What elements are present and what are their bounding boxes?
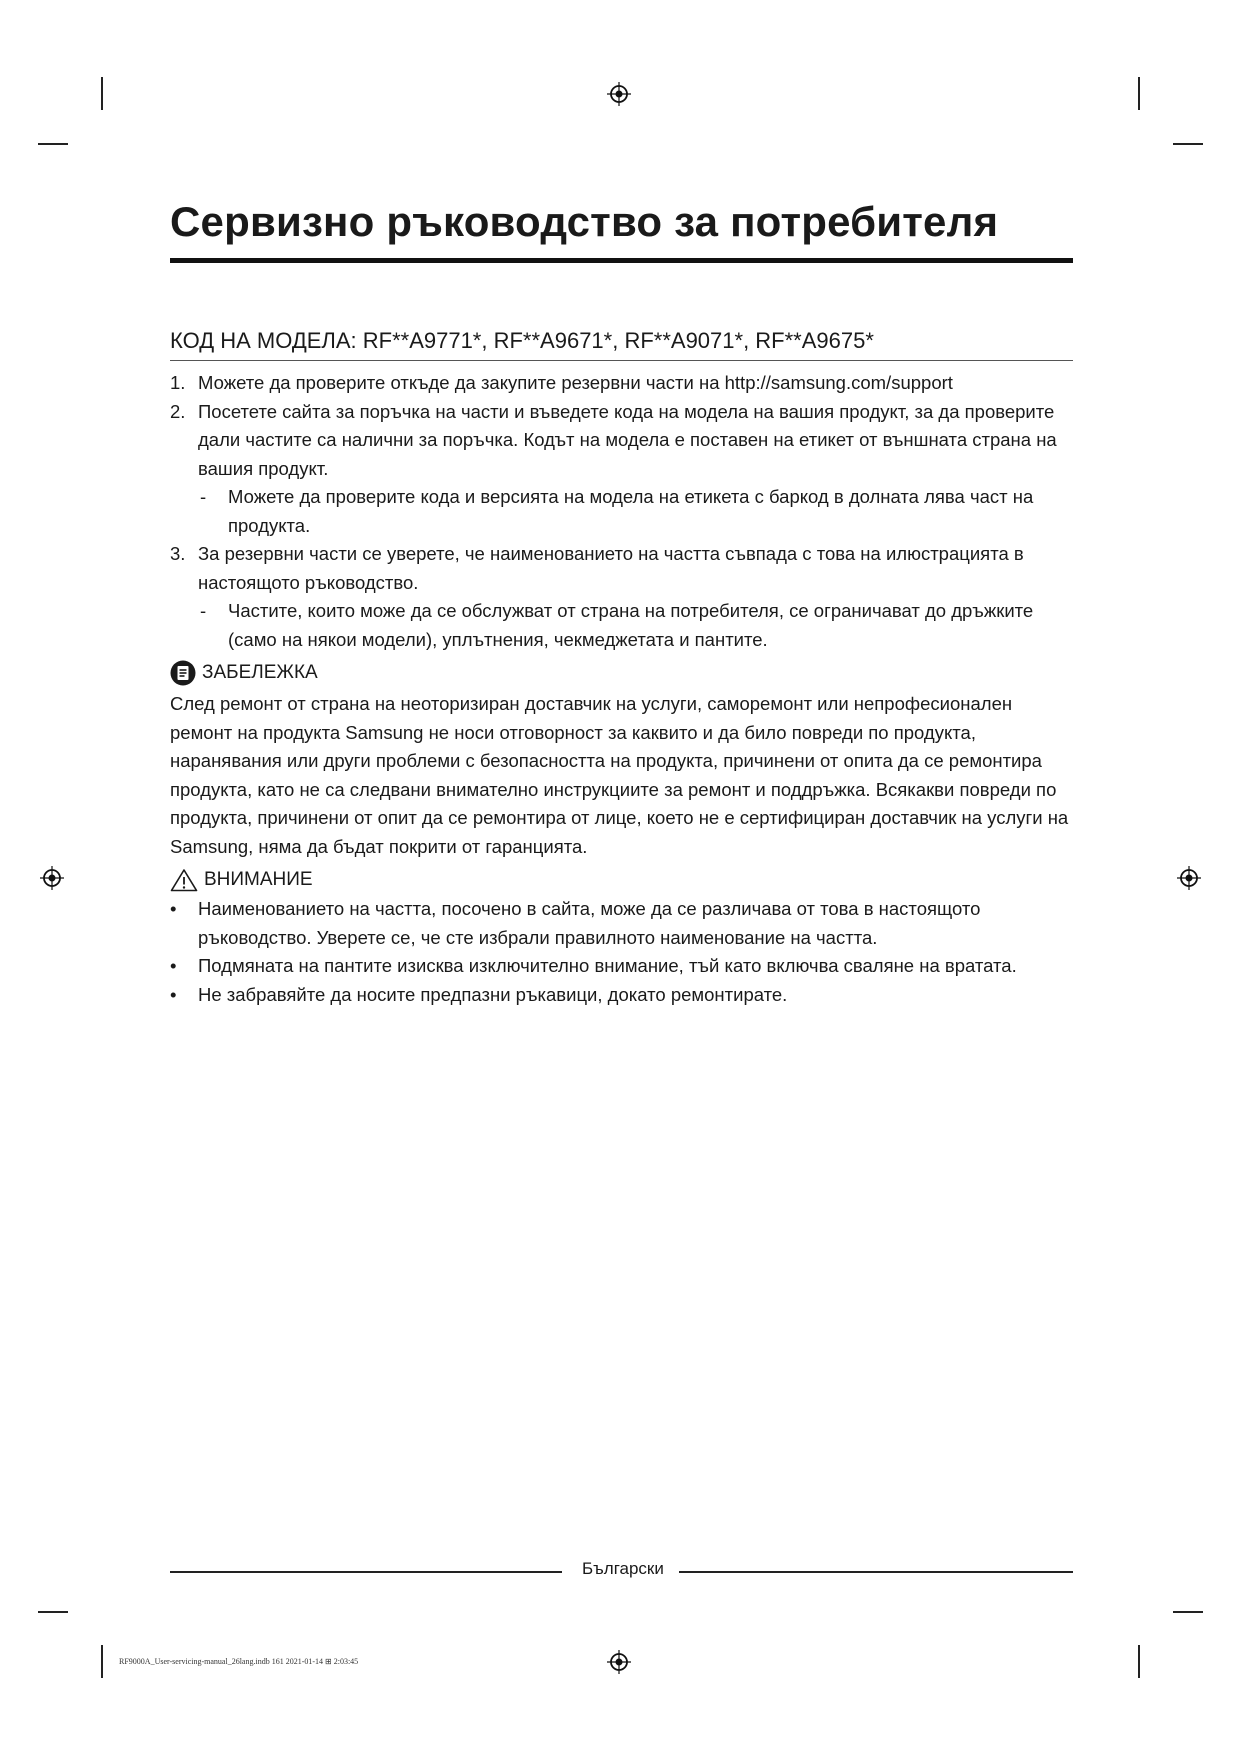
footer-language: Български — [582, 1559, 664, 1578]
registration-mark-left — [40, 866, 64, 890]
print-file-info: RF9000A_User-servicing-manual_26lang.indb 161 2021-01-14 ⊞ 2:03:45 — [119, 1657, 359, 1666]
step-sub-text: Частите, които може да се обслужват от страна на потребителя, се ограничават до дръжките (само на някои модели), уплътнения, чекмеджетата и пантите. — [228, 600, 1034, 650]
crop-mark-top-right-vertical — [1138, 77, 1140, 110]
main-content — [170, 369, 1075, 1009]
footer-rule-left — [170, 1571, 562, 1573]
crop-mark-bottom-left-horizontal — [38, 1611, 68, 1613]
step-sub-item — [170, 597, 1075, 654]
footer-rule-right — [679, 1571, 1073, 1573]
note-header — [170, 658, 1075, 688]
registration-mark-right — [1177, 866, 1201, 890]
note-label: ЗАБЕЛЕЖКА — [202, 661, 318, 683]
caution-item-text: Наименованието на частта, посочено в сайта, може да се различава от това в настоящото ръководство. Уверете се, че сте избрали правилното наименование на частта. — [198, 898, 981, 948]
crop-mark-bottom-left-vertical — [101, 1645, 103, 1678]
step-number: 1. — [170, 372, 186, 393]
bullet-marker: • — [170, 898, 177, 919]
caution-header — [170, 865, 1075, 895]
dash-marker: - — [200, 486, 207, 507]
crop-mark-top-left-horizontal — [38, 143, 68, 145]
bullet-marker: • — [170, 983, 177, 1005]
caution-item — [170, 952, 1075, 981]
caution-item-text: Не забравяйте да носите предпазни ръкавици, докато ремонтирате. — [198, 983, 788, 1005]
title-underline — [170, 258, 1073, 263]
crop-mark-top-right-horizontal — [1173, 143, 1203, 145]
step-item — [170, 369, 1075, 398]
dash-marker: - — [200, 600, 207, 621]
step-number: 3. — [170, 543, 186, 564]
crop-mark-bottom-right-horizontal — [1173, 1611, 1203, 1613]
warning-icon — [170, 868, 198, 892]
registration-mark-top — [607, 82, 631, 106]
step-text: За резервни части се уверете, че наименованието на частта съвпада с това на илюстрацията в настоящото ръководство. — [198, 543, 1024, 593]
crop-mark-bottom-right-vertical — [1138, 1645, 1140, 1678]
crop-mark-top-left-vertical — [101, 77, 103, 110]
note-text: След ремонт от страна на неоторизиран доставчик на услуги, саморемонт или непрофесионален ремонт на продукта Samsung не носи отговорност за каквито и да било повреди по продукта, наранявания или други проблеми с безопасността на продукта, причинени от опита да се ремонтира продукта, като не са следвани внимателно инструкциите за ремонт и поддръжка. Всякакви повреди по продукта, причинени от опит да се ремонтира от лице, което не е сертифициран доставчик на услуги на Samsung, няма да бъдат покрити от гаранцията. — [170, 693, 1069, 857]
step-item — [170, 540, 1075, 597]
step-sub-item — [170, 483, 1075, 540]
page-title: Сервизно ръководство за потребителя — [170, 198, 999, 245]
model-code-heading: КОД НА МОДЕЛА: RF**A9771*, RF**A9671*, RF**A9071*, RF**A9675* — [170, 328, 874, 353]
step-text: Посетете сайта за поръчка на части и въведете кода на модела на вашия продукт, за да проверите дали частите са налични за поръчка. Кодът на модела е поставен на етикет от външната страна на вашия продукт. — [198, 400, 1057, 479]
caution-item-text: Подмяната на пантите изисква изключително внимание, тъй като включва сваляне на вратата. — [198, 955, 1017, 976]
step-text: Можете да проверите откъде да закупите резервни части на http://samsung.com/support — [198, 372, 953, 393]
caution-label: ВНИМАНИЕ — [204, 868, 313, 890]
step-sub-text: Можете да проверите кода и версията на модела на етикета с баркод в долната лява част на продукта. — [228, 486, 1034, 536]
registration-mark-bottom — [607, 1650, 631, 1674]
step-number: 2. — [170, 400, 186, 422]
caution-item — [170, 981, 1075, 1010]
note-icon — [170, 660, 196, 686]
section-underline — [170, 360, 1073, 361]
caution-item — [170, 895, 1075, 952]
step-item — [170, 398, 1075, 484]
bullet-marker: • — [170, 955, 177, 976]
